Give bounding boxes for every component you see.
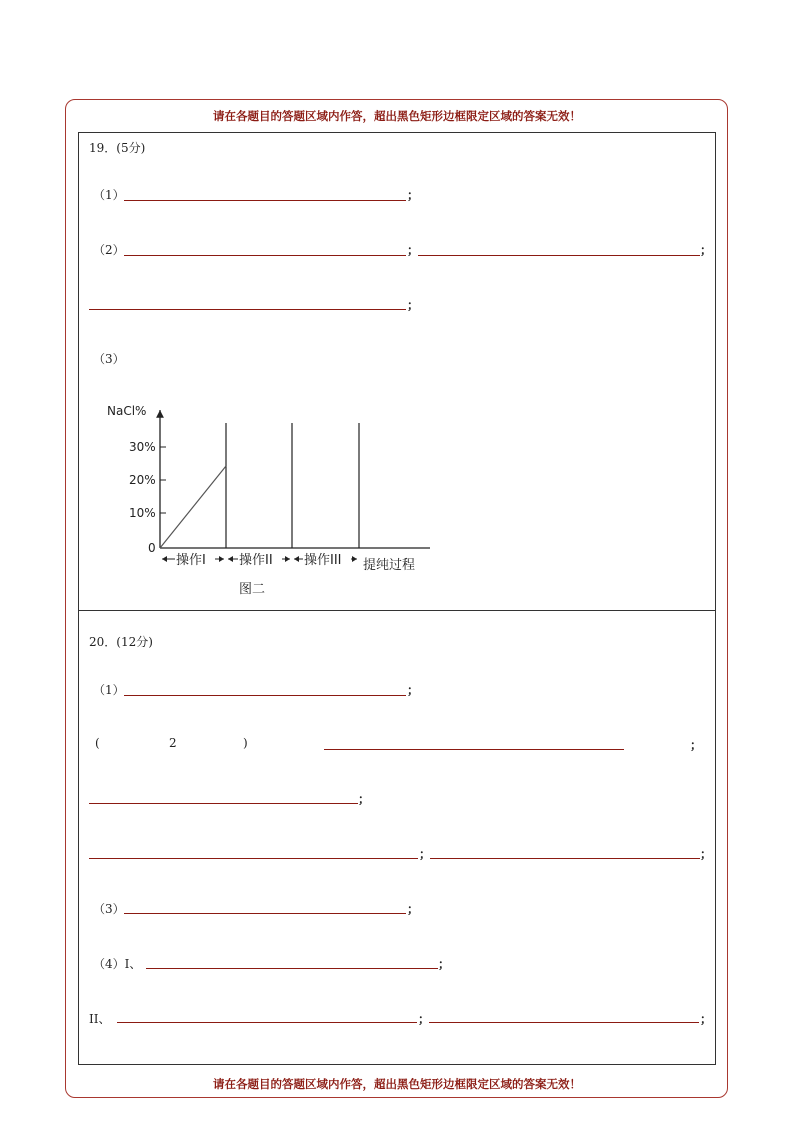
y-tick-label: 10% [129, 506, 156, 520]
semicolon: ； [419, 847, 432, 861]
q20-part2-close: ) [243, 736, 248, 750]
q20-part2-answer-line-a[interactable] [324, 749, 624, 750]
q20-title: 20．(12分) [89, 635, 153, 649]
y-axis-label: NaCl% [107, 404, 147, 418]
q20-part4b-label: II、 [89, 1012, 111, 1026]
q20-part4b-answer-line-b[interactable] [429, 1022, 699, 1023]
q19-part2-answer-line-c[interactable] [89, 309, 406, 310]
q20-part4-answer-line-a[interactable] [146, 968, 438, 969]
y-tick-label: 0 [148, 541, 156, 555]
semicolon: ； [407, 243, 420, 257]
q20-part3-answer-line[interactable] [124, 913, 406, 914]
q20-part2-answer-line-b[interactable] [89, 803, 358, 804]
semicolon: ； [407, 683, 420, 697]
semicolon: ； [418, 1012, 431, 1026]
nacl-chart[interactable] [100, 398, 430, 603]
step-label: 操作I [176, 553, 206, 568]
semicolon: ； [358, 792, 371, 806]
q19-part1-label: （1） [93, 188, 125, 202]
y-tick-label: 30% [129, 440, 156, 454]
q20-part1-label: （1） [93, 683, 125, 697]
x-axis-label: 提纯过程 [363, 558, 416, 573]
q20-part1-answer-line[interactable] [124, 695, 406, 696]
notice-top: 请在各题目的答题区域内作答，超出黑色矩形边框限定区域的答案无效！ [213, 109, 581, 123]
semicolon: ； [407, 188, 420, 202]
q19-part2-answer-line-a[interactable] [124, 255, 406, 256]
q20-box [78, 610, 716, 1065]
q19-part2-label: （2） [93, 243, 125, 257]
semicolon: ； [700, 847, 713, 861]
semicolon: ； [407, 298, 420, 312]
q20-part4-label: （4）I、 [93, 957, 142, 971]
figure-caption: 图二 [239, 582, 266, 597]
q20-part2-answer-line-d[interactable] [430, 858, 700, 859]
q19-part1-answer-line[interactable] [124, 200, 406, 201]
semicolon: ； [438, 957, 451, 971]
semicolon: ； [700, 1012, 713, 1026]
step-label: 操作II [239, 553, 273, 568]
q20-part2-number: 2 [169, 736, 177, 750]
q19-part3-label: （3） [93, 352, 125, 366]
q20-part2-answer-line-c[interactable] [89, 858, 418, 859]
nacl-line [160, 466, 226, 548]
q20-part3-label: （3） [93, 902, 125, 916]
notice-bottom: 请在各题目的答题区域内作答，超出黑色矩形边框限定区域的答案无效！ [213, 1077, 581, 1091]
semicolon: ； [700, 243, 713, 257]
q20-part4b-answer-line-a[interactable] [117, 1022, 417, 1023]
step-label: 操作III [304, 553, 342, 568]
semicolon: ； [407, 902, 420, 916]
q19-title: 19．(5分) [89, 141, 146, 155]
y-tick-label: 20% [129, 473, 156, 487]
semicolon: ； [690, 738, 703, 752]
q19-part2-answer-line-b[interactable] [418, 255, 700, 256]
q20-part2-open: ( [95, 736, 100, 750]
